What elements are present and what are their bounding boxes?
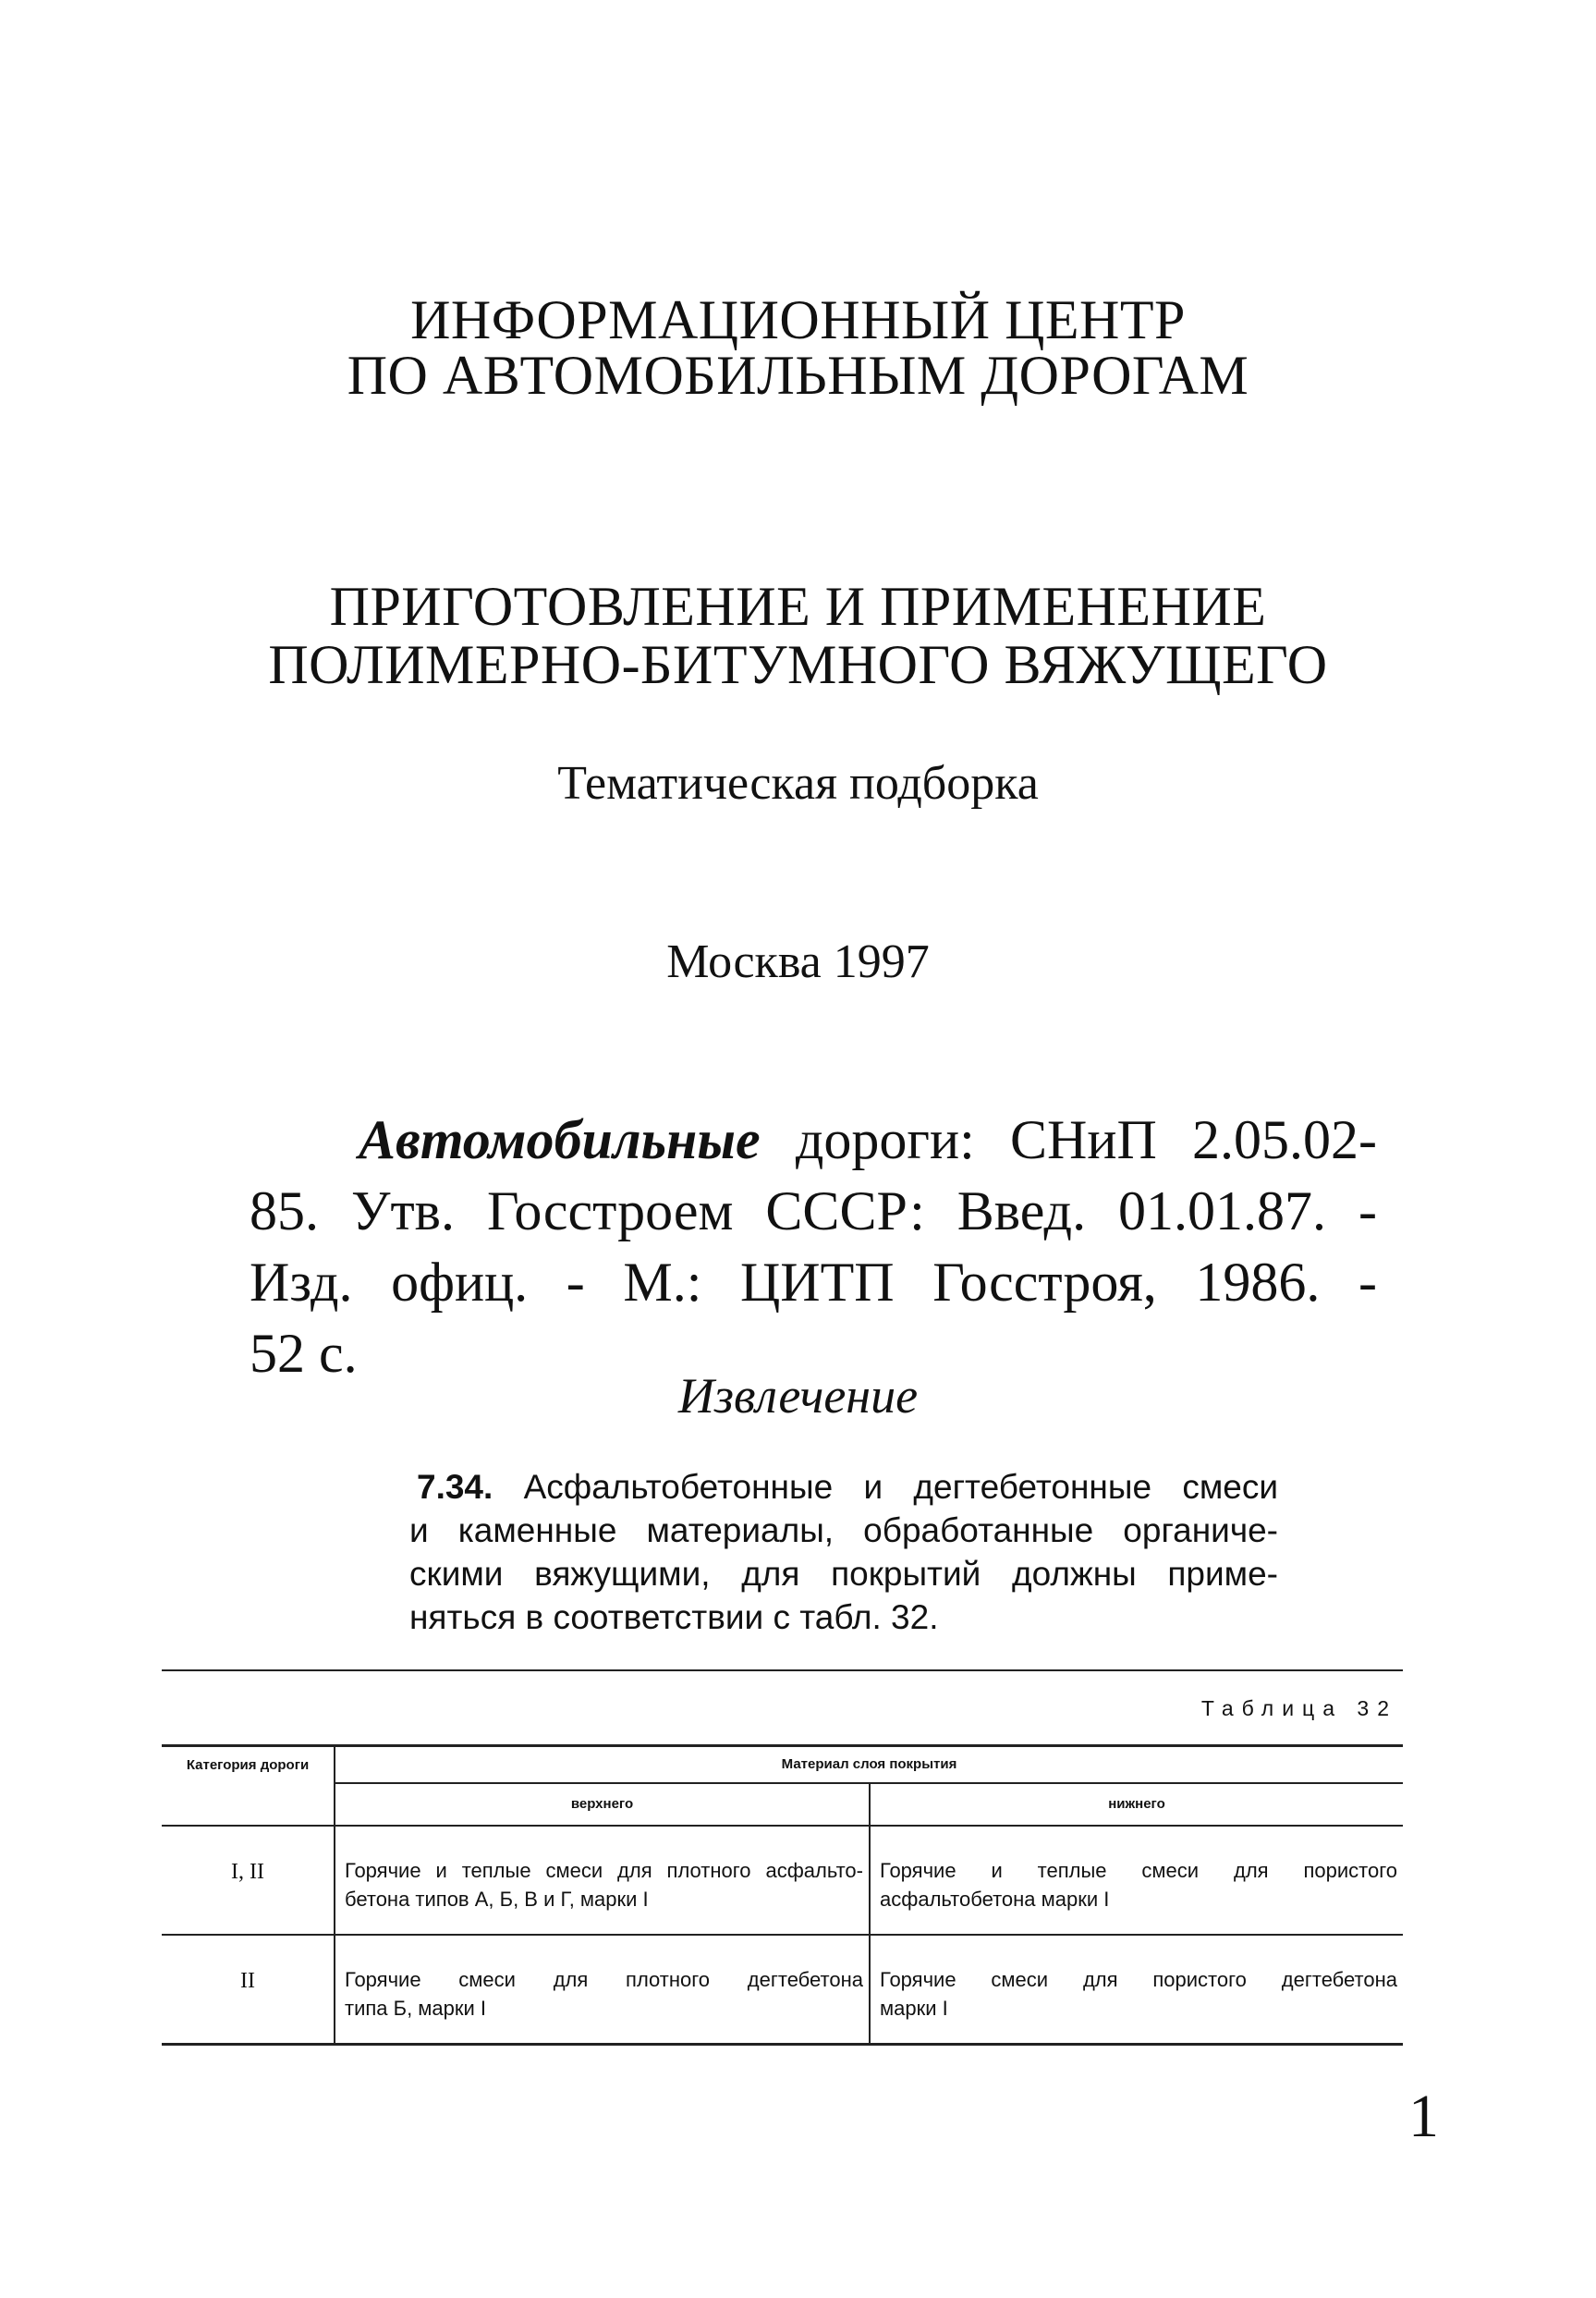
row-lower-material bbox=[870, 1826, 1403, 1935]
publisher-line-2: ПО АВТОМОБИЛЬНЫМ ДОРОГАМ bbox=[347, 345, 1249, 406]
row-upper-material bbox=[335, 1935, 870, 2045]
table-caption: Таблица 32 bbox=[1200, 1696, 1397, 1720]
row-category: II bbox=[162, 1935, 335, 2045]
extract-label: Извлечение bbox=[677, 1368, 919, 1424]
row-lower-line-1: Горячие смеси для пористого дегтебетона bbox=[880, 1968, 1397, 1991]
citation-line-4: 52 с. bbox=[250, 1323, 358, 1384]
row-lower-line-2: марки I bbox=[880, 1997, 948, 2020]
row-upper-line-2: бетона типов А, Б, В и Г, марки I bbox=[345, 1888, 649, 1911]
table-row bbox=[162, 1935, 1403, 2045]
citation-lead-word: Автомобильные bbox=[359, 1109, 761, 1170]
citation-line-1-rest: дороги: СНиП 2.05.02- bbox=[795, 1109, 1378, 1170]
paragraph-line-1 bbox=[409, 1465, 1278, 1509]
citation-line-2: 85. Утв. Госстроем СССР: Введ. 01.01.87. - bbox=[250, 1180, 1377, 1241]
paragraph-line-2: и каменные материалы, обработанные органиче- bbox=[409, 1511, 1278, 1549]
publisher-line-1: ИНФОРМАЦИОННЫЙ ЦЕНТР bbox=[410, 289, 1186, 350]
row-upper-line-1: Горячие и теплые смеси для плотного асфальто- bbox=[345, 1859, 863, 1882]
row-category: I, II bbox=[162, 1826, 335, 1935]
paragraph-number: 7.34. bbox=[417, 1468, 493, 1506]
row-lower-line-1: Горячие и теплые смеси для пористого bbox=[880, 1859, 1397, 1882]
paragraph-7-34 bbox=[409, 1465, 1278, 1639]
header-upper-layer: верхнего bbox=[335, 1783, 870, 1826]
citation-line-3: Изд. офиц. - М.: ЦИТП Госстроя, 1986. - bbox=[250, 1252, 1377, 1313]
table-subheader-row bbox=[162, 1783, 1403, 1826]
table-row bbox=[162, 1826, 1403, 1935]
header-material: Материал слоя покрытия bbox=[335, 1746, 1403, 1784]
subtitle: Тематическая подборка bbox=[557, 757, 1039, 810]
citation-line-1 bbox=[250, 1105, 1377, 1176]
header-category: Категория дороги bbox=[162, 1746, 335, 1827]
row-lower-line-2: асфальтобетона марки I bbox=[880, 1888, 1110, 1911]
page-number: 1 bbox=[1408, 2083, 1439, 2150]
paragraph-line-3: скими вяжущими, для покрытий должны приме- bbox=[409, 1555, 1278, 1593]
bibliographic-citation bbox=[250, 1105, 1377, 1389]
row-upper-line-1: Горячие смеси для плотного дегтебетона bbox=[345, 1968, 863, 1991]
paragraph-line-1-rest: Асфальтобетонные и дегтебетонные смеси bbox=[523, 1468, 1278, 1506]
title-line-2: ПОЛИМЕРНО-БИТУМНОГО ВЯЖУЩЕГО bbox=[268, 634, 1328, 695]
row-lower-material bbox=[870, 1935, 1403, 2045]
header-lower-layer: нижнего bbox=[870, 1783, 1403, 1826]
place-year: Москва 1997 bbox=[666, 935, 930, 988]
table-top-rule bbox=[162, 1669, 1403, 1671]
paragraph-line-4: няться в соответствии с табл. 32. bbox=[409, 1598, 939, 1636]
table-header-row bbox=[162, 1746, 1403, 1784]
table-32 bbox=[162, 1744, 1403, 2046]
row-upper-line-2: типа Б, марки I bbox=[345, 1997, 487, 2020]
row-upper-material bbox=[335, 1826, 870, 1935]
title-line-1: ПРИГОТОВЛЕНИЕ И ПРИМЕНЕНИЕ bbox=[329, 576, 1267, 637]
